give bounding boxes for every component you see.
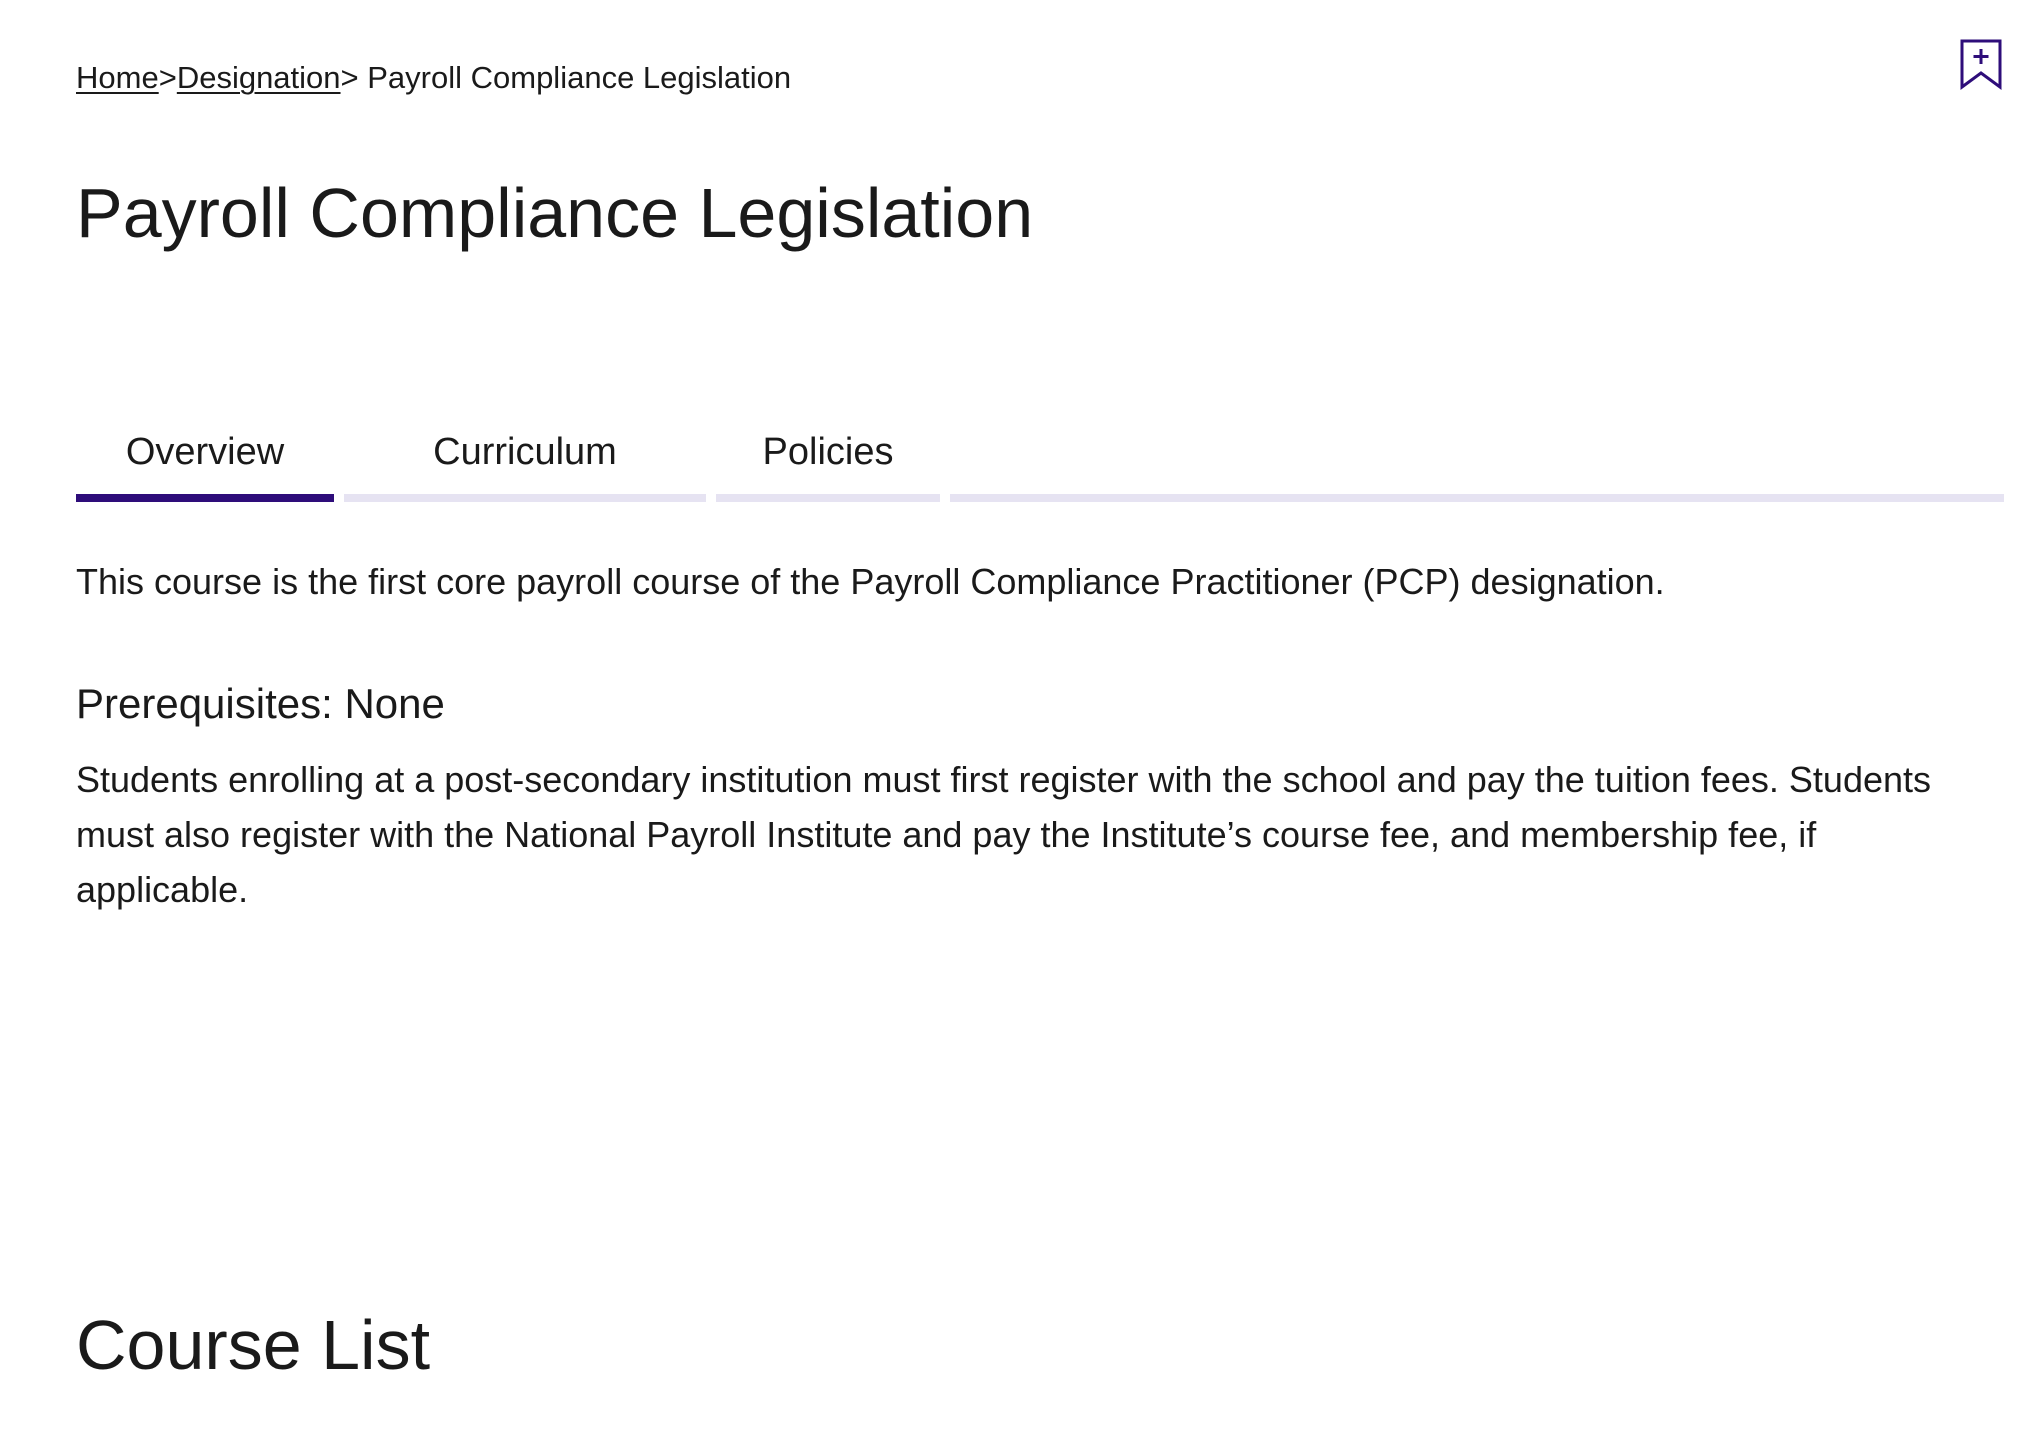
breadcrumb-designation-link[interactable]: Designation — [176, 60, 341, 95]
breadcrumb-current: > Payroll Compliance Legislation — [340, 60, 792, 95]
tab-curriculum-label: Curriculum — [433, 431, 617, 473]
bookmark-add-button[interactable] — [1958, 38, 2004, 92]
tab-curriculum-indicator — [344, 494, 706, 502]
tab-track-filler — [950, 494, 2004, 502]
tab-overview-indicator — [76, 494, 334, 502]
prerequisites-description: Students enrolling at a post-secondary institution must first register with the school and pay the tuition fees. Students must also register with the National Payroll Institute and pay the Institute’s course fee, and membership fee, if applicable. — [76, 759, 1932, 910]
tab-overview[interactable] — [76, 410, 334, 502]
prerequisites-heading: Prerequisites: None — [76, 680, 445, 727]
bookmark-add-icon — [1958, 38, 2004, 92]
tab-policies-indicator — [716, 494, 940, 502]
breadcrumb-home-link[interactable]: Home — [76, 60, 159, 95]
breadcrumb — [76, 56, 791, 100]
tab-policies-label: Policies — [762, 431, 894, 473]
tab-policies[interactable] — [716, 410, 940, 502]
breadcrumb-separator: > — [158, 60, 177, 95]
tab-overview-label: Overview — [125, 431, 285, 473]
overview-intro: This course is the first core payroll course of the Payroll Compliance Practitioner (PCP) designation. — [76, 561, 1665, 602]
course-list-heading: Course List — [76, 1306, 431, 1384]
page-title: Payroll Compliance Legislation — [76, 174, 1034, 252]
tab-bar — [76, 410, 2004, 502]
tab-curriculum[interactable] — [344, 410, 706, 502]
